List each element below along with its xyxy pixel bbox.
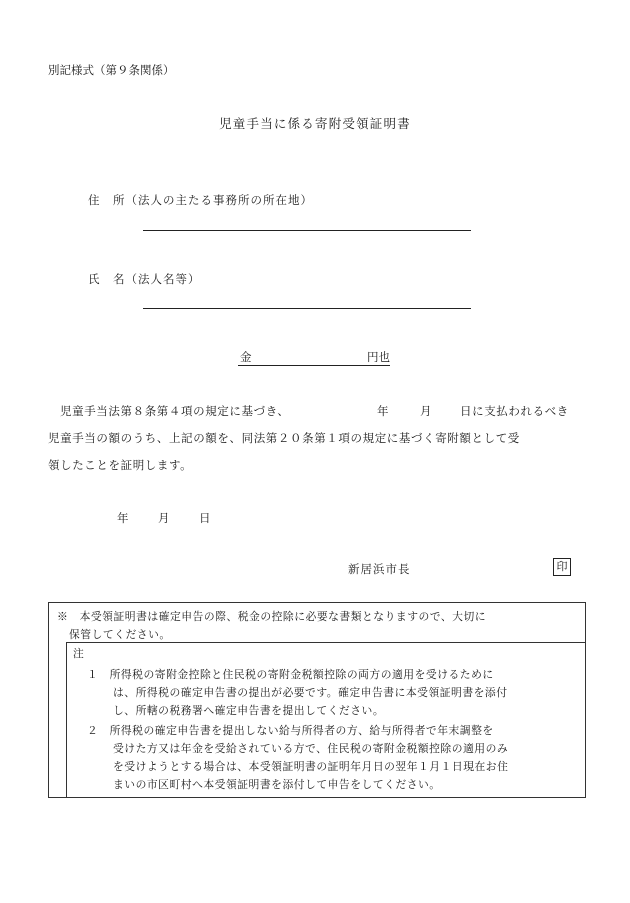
note-1-line-2: は、所得税の確定申告書の提出が必要です。確定申告書に本受領証明書を添付: [113, 686, 508, 699]
address-line: [143, 230, 471, 231]
amount-field: [238, 349, 390, 366]
body-line-1-b: 日に支払われるべき: [460, 404, 569, 418]
form-number: 別記様式（第９条関係）: [48, 63, 175, 77]
note-2-line-2: 受けた方又は年金を受給されている方で、住民税の寄附金税額控除の適用のみ: [113, 742, 509, 755]
seal-mark: 印: [553, 558, 571, 576]
notice-box: [48, 602, 586, 798]
notes-header: 注: [73, 647, 85, 660]
body-line-3: 領したことを証明します。: [48, 458, 193, 472]
body-line-2: 児童手当の額のうち、上記の額を、同法第２０条第１項の規定に基づく寄附額として受: [48, 431, 520, 445]
note-2-line-4: まいの市区町村へ本受領証明書を添付して申告をしてください。: [113, 778, 441, 791]
issuer-title: 新居浜市長: [348, 562, 411, 576]
body-line-1: [0, 403, 630, 419]
notice-main-2: 保管してください。: [69, 628, 171, 641]
note-2-line-3: を受けようとする場合は、本受領証明書の証明年月日の翌年１月１日現在お住: [113, 760, 509, 773]
note-1-line-3: し、所轄の税務署へ確定申告書を提出してください。: [113, 704, 385, 717]
date-day: 日: [199, 511, 211, 525]
name-line: [143, 308, 471, 309]
document-title: 児童手当に係る寄附受領証明書: [219, 116, 411, 131]
amount-prefix: 金: [240, 350, 252, 364]
address-label: 住 所（法人の主たる事務所の所在地）: [88, 193, 313, 207]
name-label: 氏 名（法人名等）: [88, 272, 201, 286]
body-year: 年: [377, 404, 390, 418]
date-year: 年: [117, 511, 129, 525]
body-month: 月: [420, 404, 433, 418]
date-month: 月: [158, 511, 170, 525]
body-line-1-a: 児童手当法第８条第４項の規定に基づき、: [60, 404, 290, 418]
notice-main-1: ※ 本受領証明書は確定申告の際、税金の控除に必要な書類となりますので、大切に: [57, 610, 487, 623]
note-1-line-1: １ 所得税の寄附金控除と住民税の寄附金税額控除の両方の適用を受けるために: [87, 668, 494, 681]
issue-date: [0, 510, 630, 526]
amount-suffix: 円也: [367, 350, 390, 364]
notes-section: [66, 642, 586, 798]
note-2-line-1: ２ 所得税の確定申告書を提出しない給与所得者の方、給与所得者で年末調整を: [87, 724, 494, 737]
